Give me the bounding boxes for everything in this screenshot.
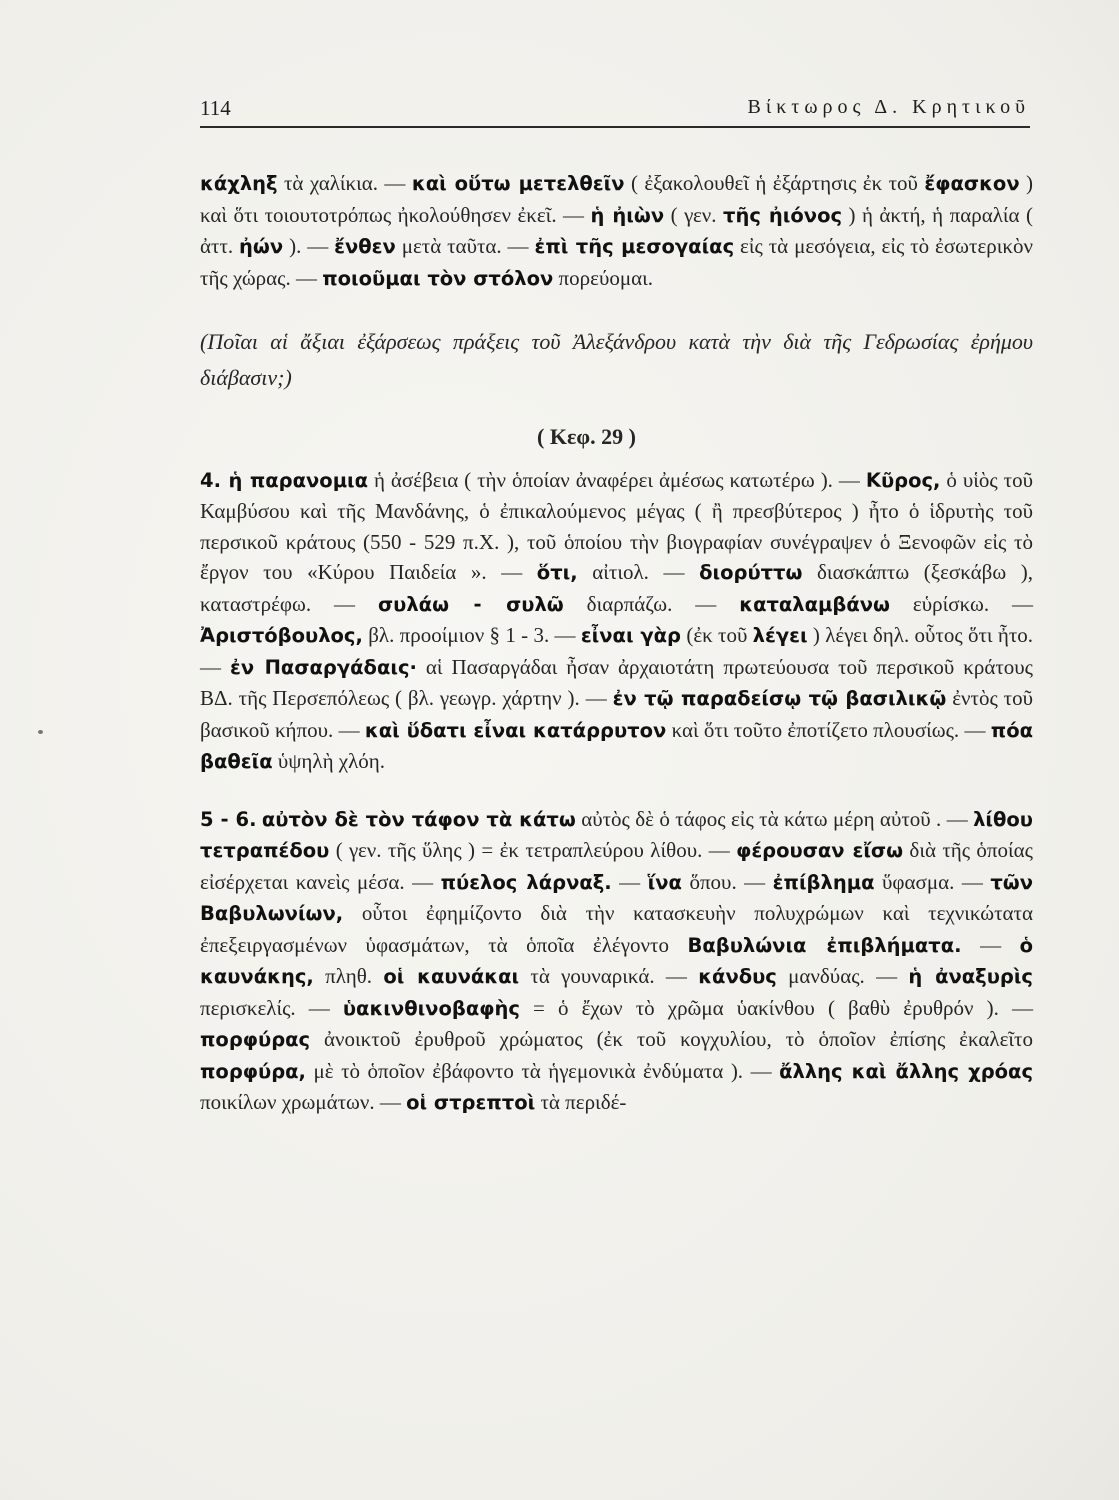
gloss: — — [611, 869, 648, 894]
gloss: ὕφασμα. — — [874, 869, 991, 894]
lemma: Ἀριστόβουλος, — [200, 624, 363, 647]
gloss: μανδύας. — — [776, 964, 909, 988]
gloss: αἱ Πασαργάδαι ἦσαν ἀρχαιοτάτη πρωτεύουσα τοῦ περσικοῦ κράτους ΒΔ. τῆς Περσεπόλεως ( βλ. γεωγρ. χάρτην ). — — [200, 654, 1033, 710]
gloss: ἐντὸς τοῦ βασικοῦ κήπου. — — [200, 686, 1033, 742]
gloss: τὰ χαλίκια. — — [277, 171, 412, 195]
gloss: οὗτοι ἐφημίζοντο διὰ τὴν κατασκευὴν πολυχρώμων καὶ τεχνικώτατα ἐπεξειργασμένων ὑφασμάτων, τὰ ὁποῖα ἐλέγοντο — [200, 901, 1033, 957]
gloss: πληθ. — [313, 964, 384, 988]
gloss: ποικίλων χρωμάτων. — — [200, 1090, 407, 1114]
lemma: αὐτὸν δὲ τὸν τάφον τὰ κάτω — [261, 807, 576, 831]
lemma: λίθου τετραπέδου — [200, 807, 1033, 862]
lemma: εἶναι γὰρ — [580, 624, 682, 647]
gloss: ) καὶ ὅτι τοιουτοτρόπως ἠκολούθησεν ἐκεῖ. — — [200, 171, 1034, 227]
gloss: τὰ περιδέ- — [535, 1090, 627, 1114]
lemma: ἐν Πασαργάδαις· — [229, 655, 417, 679]
gloss: βλ. προοίμιον § 1 - 3. — — [362, 623, 581, 647]
gloss: καὶ ὅτι τοῦτο ἐποτίζετο πλουσίως. — — [666, 717, 991, 742]
gloss: ( γεν. — [664, 202, 724, 227]
lemma: πορφύρας — [200, 1028, 311, 1051]
lemma: διορύττω — [699, 561, 803, 584]
lemma: ἡ ἀναξυρὶς — [908, 965, 1033, 988]
lemma: καταλαμβάνω — [739, 592, 890, 616]
gloss: ἀνοικτοῦ ἐρυθροῦ χρώματος (ἐκ τοῦ κογχυλίου, τὸ ὁποῖον ἐπίσης ἐκαλεῖτο — [310, 1027, 1033, 1051]
gloss: = ὁ ἔχων τὸ χρῶμα ὑακίνθου ( βαθὺ ἐρυθρόν ). — — [519, 995, 1033, 1020]
gloss: εὑρίσκω. — — [889, 591, 1034, 616]
gloss: διασκάπτω (ξεσκάβω ), καταστρέφω. — — [200, 560, 1033, 616]
lemma: οἱ καυνάκαι — [383, 965, 520, 988]
lemma: ποιοῦμαι τὸν στόλον — [322, 266, 554, 290]
gloss: ὁ υἱὸς τοῦ Καμβύσου καὶ τῆς Μανδάνης, ὁ ἐπικαλούμενος μέγας ( ἢ πρεσβύτερος ) ἦτο ὁ ἱδρυτὴς τοῦ περσικοῦ κράτους (550 - 529 π.Χ. ), τοῦ ὁποίου τὴν βιογραφίαν συνέγραψεν ὁ Ξενοφῶν εἰς τὸ ἔργον του «Κύρου Παιδεία ». — — [200, 467, 1034, 584]
lemma: ἐπὶ τῆς μεσογαίας — [534, 235, 735, 258]
gloss: πορεύομαι. — [553, 265, 654, 290]
lemma: πορφύρα, — [200, 1059, 306, 1083]
lemma: ἡ ἠιὼν — [590, 203, 665, 227]
lemma: Κῦρος, — [865, 468, 941, 492]
paragraph-2 — [200, 465, 1033, 778]
section-number: 5 - 6. — [200, 807, 257, 831]
lemma: ἄλλης καὶ ἄλλης χρόας — [779, 1059, 1034, 1083]
lemma: ὁ καυνάκης, — [200, 933, 1034, 988]
gloss: διαρπάζω. — — [563, 591, 740, 616]
gloss: τὰ γουναρικά. — — [519, 964, 699, 988]
gloss: αὐτὸς δὲ ὁ τάφος εἰς τὰ κάτω μέρη αὐτοῦ . — — [575, 806, 974, 831]
margin-speck — [38, 730, 43, 734]
lemma: φέρουσαν εἴσω — [736, 839, 904, 862]
gloss: ). — — [283, 234, 335, 258]
lemma: ἔφασκον — [924, 172, 1020, 195]
lemma: πόα βαθεῖα — [200, 718, 1033, 773]
lemma: καὶ ὕδατι εἶναι κατάρρυτον — [364, 718, 667, 742]
gloss: μὲ τὸ ὁποῖον ἐβάφοντο τὰ ἡγεμονικὰ ἐνδύματα ). — — [305, 1058, 780, 1083]
gloss: ὅπου. — — [681, 869, 773, 894]
gloss: εἰς τὰ μεσόγεια, εἰς τὸ ἐσωτερικὸν τῆς χώρας. — — [200, 234, 1033, 290]
lemma: πύελος λάρναξ. — [440, 870, 612, 894]
lemma: ἔνθεν — [334, 235, 396, 258]
lemma: οἱ στρεπτοὶ — [406, 1091, 536, 1114]
section-lemma: 4. ἡ παρανομια — [200, 468, 369, 492]
lemma: ὅτι, — [536, 561, 578, 584]
header-rule — [200, 126, 1030, 128]
gloss: (ἐκ τοῦ — [681, 623, 753, 647]
gloss: — — [961, 932, 1020, 957]
running-head: Βίκτωρος Δ. Κρητικοῦ — [747, 96, 1030, 118]
lemma: ἵνα — [647, 870, 682, 894]
lemma: τῶν Βαβυλωνίων, — [200, 870, 1033, 925]
lemma: ἠών — [239, 235, 284, 258]
lemma: κάχληξ — [200, 172, 278, 195]
lemma: λέγει — [752, 624, 808, 647]
gloss: ὑψηλὴ χλόη. — [272, 749, 386, 773]
lemma: ἐπίβλημα — [772, 870, 875, 894]
gloss: περισκελίς. — — [200, 995, 343, 1020]
gloss: αἰτιολ. — — [577, 560, 700, 584]
gloss: ) λέγει δηλ. οὗτος ὅτι ἦτο. — — [200, 623, 1034, 679]
gloss: ( γεν. τῆς ὕλης ) = ἐκ τετραπλεύρου λίθου. — — [329, 838, 737, 862]
page-header — [200, 96, 1030, 130]
lemma: Βαβυλώνια ἐπιβλήματα. — [687, 933, 962, 957]
gloss: ) ἡ ἀκτή, ἡ παραλία ( ἀττ. — [200, 202, 1033, 258]
gloss: ( ἐξακολουθεῖ ἡ ἐξάρτησις ἐκ τοῦ — [624, 171, 925, 195]
lemma: καὶ οὕτω μετελθεῖν — [411, 172, 625, 195]
lemma: ὑακινθινοβαφὴς — [342, 996, 520, 1020]
lemma: συλάω - συλῶ — [377, 592, 564, 616]
paragraph-1 — [200, 168, 1033, 294]
paragraph-3 — [200, 804, 1033, 1119]
gloss: μετὰ ταῦτα. — — [395, 234, 535, 258]
lemma: ἐν τῷ παραδείσῳ τῷ βασιλικῷ — [612, 687, 947, 710]
chapter-heading: ( Κεφ. 29 ) — [537, 424, 636, 449]
gloss: ἡ ἀσέβεια ( τὴν ὁποίαν ἀναφέρει ἀμέσως κατωτέρω ). — — [368, 467, 866, 492]
commentary-body — [200, 168, 1033, 1119]
lemma: κάνδυς — [698, 965, 777, 988]
study-question: (Ποῖαι αἱ ἄξιαι ἐξάρσεως πράξεις τοῦ Ἀλεξάνδρου κατὰ τὴν διὰ τῆς Γεδρωσίας ἐρήμου διάβασιν;) — [200, 329, 1033, 390]
page-number: 114 — [200, 96, 231, 120]
lemma: τῆς ἠιόνος — [723, 203, 843, 227]
gloss: διὰ τῆς ὁποίας εἰσέρχεται κανεὶς μέσα. — — [200, 838, 1034, 894]
